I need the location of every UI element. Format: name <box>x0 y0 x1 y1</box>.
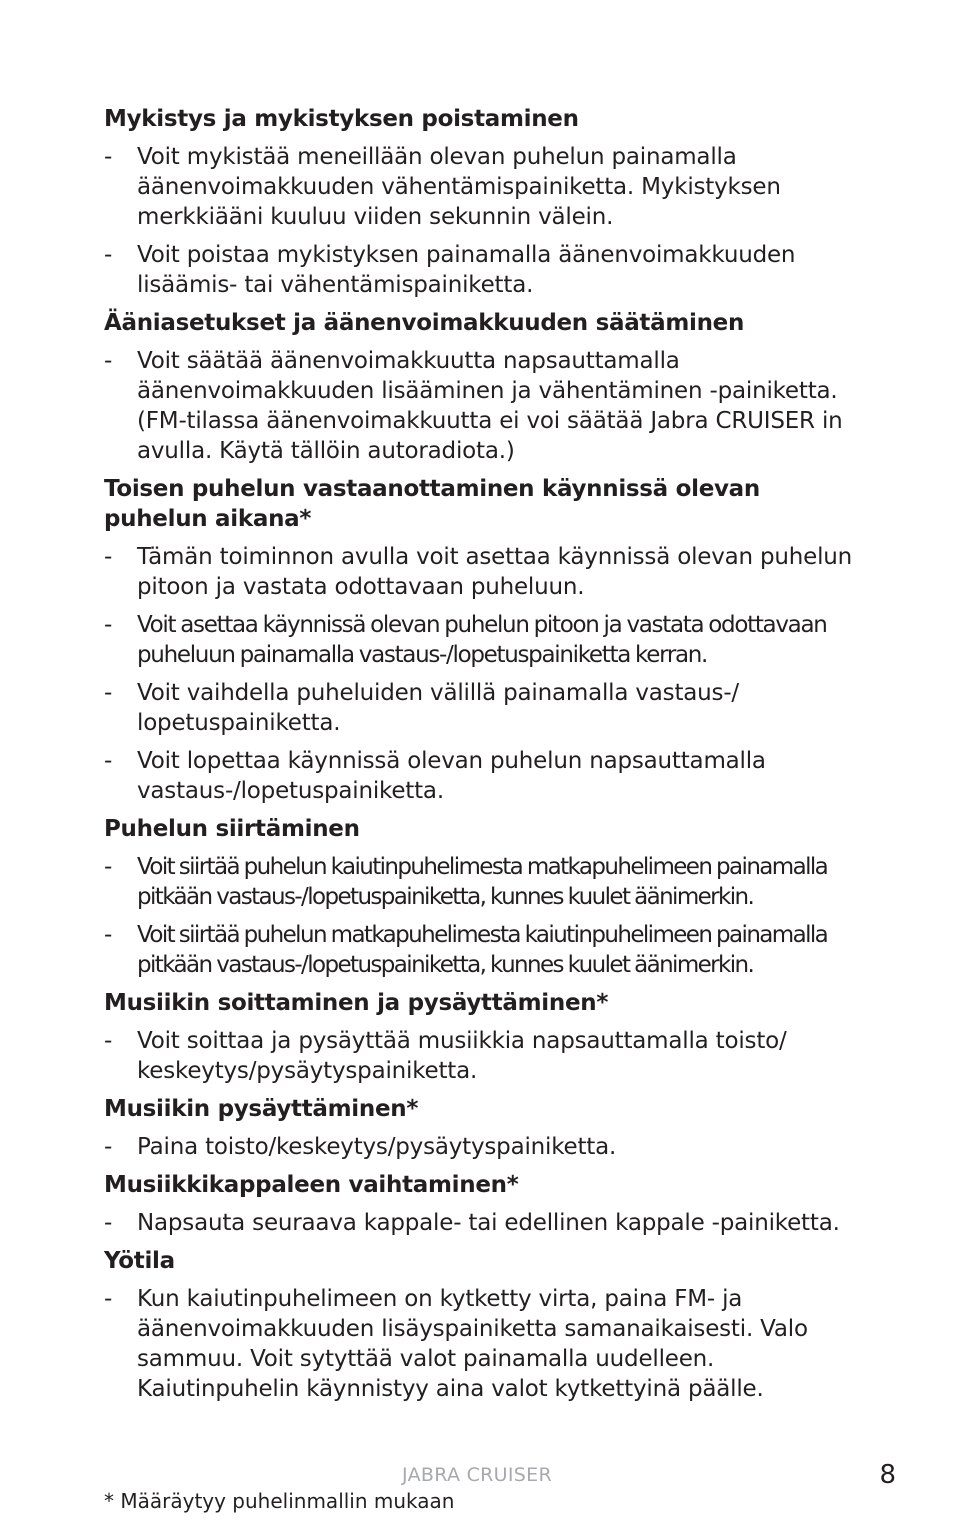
list-item-text: Voit soittaa ja pysäyttää musiikkia napsauttamalla toisto/ keskeytys/pysäytyspainiketta. <box>137 1028 787 1084</box>
section-heading: Toisen puhelun vastaanottaminen käynnissä olevan puhelun aikana* <box>104 476 760 532</box>
section-heading: Musiikin pysäyttäminen* <box>104 1096 419 1122</box>
bullet-dash: - <box>104 1028 113 1054</box>
list-item <box>104 746 864 806</box>
section-night-mode <box>104 1246 864 1404</box>
section-transfer <box>104 814 864 980</box>
bullet-dash: - <box>104 1210 113 1236</box>
document-body <box>104 104 864 1412</box>
list-item <box>104 542 864 602</box>
section-music-play <box>104 988 864 1086</box>
section-heading: Yötila <box>104 1248 175 1274</box>
bullet-dash: - <box>104 144 113 170</box>
list-item-text: Voit siirtää puhelun matkapuhelimesta kaiutinpuhelimeen painamalla pitkään vastaus-/lopetuspainiketta, kunnes kuulet äänimerkin. <box>137 922 828 978</box>
list-item-text: Voit poistaa mykistyksen painamalla äänenvoimakkuuden lisäämis- tai vähentämispainiketta. <box>137 242 796 298</box>
bullet-dash: - <box>104 1134 113 1160</box>
list-item-text: Paina toisto/keskeytys/pysäytyspainiketta. <box>137 1134 617 1160</box>
section-heading: Ääniasetukset ja äänenvoimakkuuden säätäminen <box>104 310 745 336</box>
list-item-text: Napsauta seuraava kappale- tai edellinen kappale -painiketta. <box>137 1210 840 1236</box>
list-item-text: Voit mykistää meneillään olevan puhelun painamalla äänenvoimakkuuden vähentämispainiketta. Mykistyksen merkkiääni kuuluu viiden sekunnin välein. <box>137 144 781 230</box>
list-item <box>104 610 864 670</box>
page-number: 8 <box>879 1460 896 1490</box>
list-item-text: Voit lopettaa käynnissä olevan puhelun napsauttamalla vastaus-/lopetuspainiketta. <box>137 748 766 804</box>
list-item <box>104 1208 864 1238</box>
bullet-dash: - <box>104 612 111 638</box>
bullet-dash: - <box>104 748 113 774</box>
section-heading: Puhelun siirtäminen <box>104 816 360 842</box>
list-item <box>104 920 864 980</box>
list-item-text: Voit asettaa käynnissä olevan puhelun pitoon ja vastata odottavaan puheluun painamalla vastaus-/lopetuspainiketta kerran. <box>137 612 827 668</box>
list-item <box>104 1026 864 1086</box>
list-item <box>104 1284 864 1404</box>
list-item-text: Kun kaiutinpuhelimeen on kytketty virta, paina FM- ja äänenvoimakkuuden lisäyspainiketta samanaikaisesti. Valo sammuu. Voit sytyttää valot painamalla uudelleen. Kaiutinpuhelin käynnistyy aina valot kytkettyinä päälle. <box>137 1286 808 1402</box>
list-item <box>104 346 864 466</box>
bullet-dash: - <box>104 854 111 880</box>
list-item <box>104 1132 864 1162</box>
list-item-text: Voit vaihdella puheluiden välillä painamalla vastaus-/ lopetuspainiketta. <box>137 680 739 736</box>
list-item-text: Voit siirtää puhelun kaiutinpuhelimesta matkapuhelimeen painamalla pitkään vastaus-/lopetuspainiketta, kunnes kuulet äänimerkin. <box>137 854 828 910</box>
bullet-dash: - <box>104 680 113 706</box>
section-mute <box>104 104 864 300</box>
bullet-dash: - <box>104 1286 113 1312</box>
section-track-change <box>104 1170 864 1238</box>
section-heading: Musiikin soittaminen ja pysäyttäminen* <box>104 990 609 1016</box>
list-item <box>104 142 864 232</box>
section-heading: Mykistys ja mykistyksen poistaminen <box>104 106 579 132</box>
list-item-text: Tämän toiminnon avulla voit asettaa käynnissä olevan puhelun pitoon ja vastata odottavaan puheluun. <box>137 544 853 600</box>
section-music-stop <box>104 1094 864 1162</box>
list-item-text: Voit säätää äänenvoimakkuutta napsauttamalla äänenvoimakkuuden lisääminen ja vähentäminen -painiketta. (FM-tilassa äänenvoimakkuutta ei voi säätää Jabra CRUISER in avulla. Käytä tällöin autoradiota.) <box>137 348 843 464</box>
section-volume <box>104 308 864 466</box>
bullet-dash: - <box>104 544 113 570</box>
footer-brand: JABRA CRUISER <box>402 1464 552 1486</box>
list-item <box>104 852 864 912</box>
bullet-dash: - <box>104 348 113 374</box>
footnote: * Määräytyy puhelinmallin mukaan <box>104 1489 455 1513</box>
bullet-dash: - <box>104 242 113 268</box>
list-item <box>104 678 864 738</box>
bullet-dash: - <box>104 922 111 948</box>
section-heading: Musiikkikappaleen vaihtaminen* <box>104 1172 519 1198</box>
section-second-call <box>104 474 864 806</box>
list-item <box>104 240 864 300</box>
